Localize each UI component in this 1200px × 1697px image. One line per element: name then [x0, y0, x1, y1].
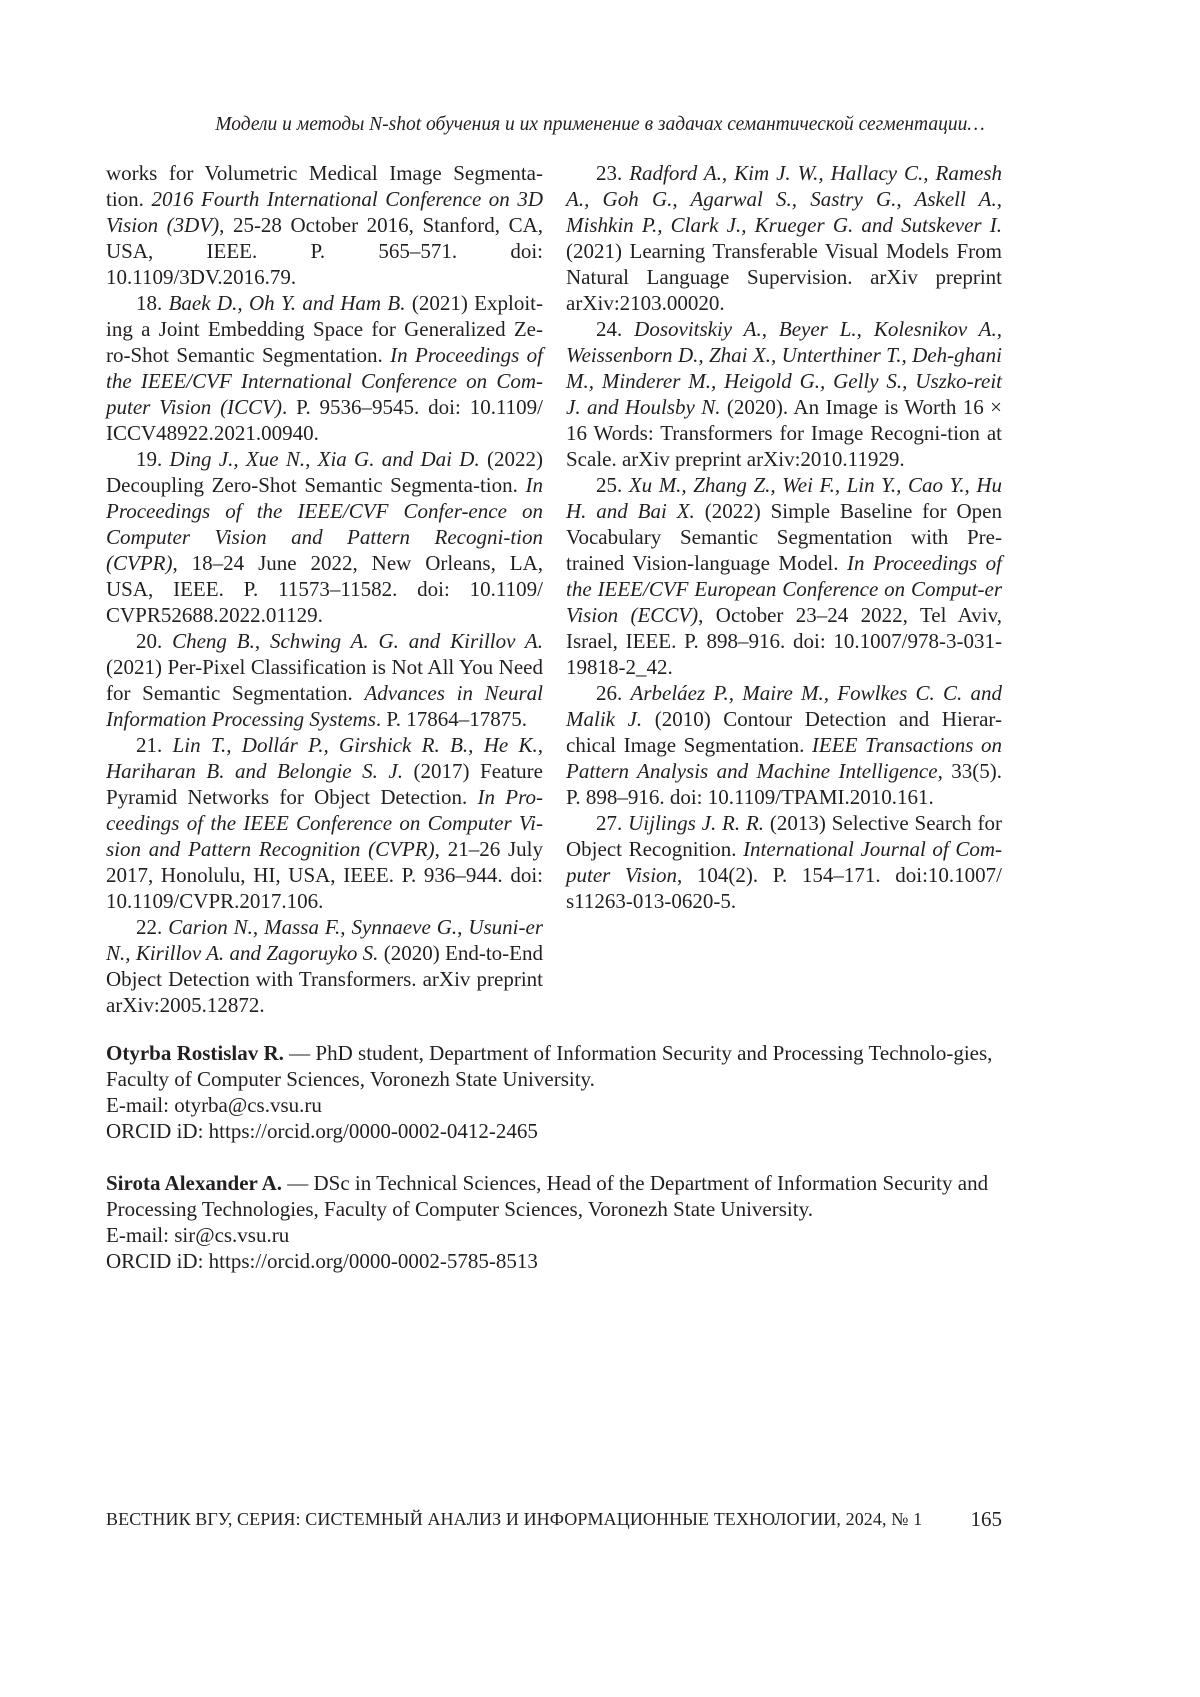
reference-text-run: , October 23–24 2022, Tel Aviv, Israel, IEEE. P. 898–916. doi: 10.1007/978-3-031-19818-2_42.	[566, 603, 1002, 679]
page-footer	[106, 1506, 1002, 1532]
author-email: E-mail: sir@cs.vsu.ru	[106, 1223, 290, 1247]
reference-italic-run: Ding J., Xue N., Xia G. and Dai D.	[169, 447, 480, 471]
author-block	[106, 1040, 1002, 1144]
reference-item	[566, 160, 1002, 316]
reference-text-run: 26.	[596, 681, 631, 705]
reference-italic-run: Advances in Neural Information Processing Systems	[106, 681, 543, 731]
reference-item	[106, 160, 543, 290]
reference-text-run: , 33(5). P. 898–916. doi: 10.1109/TPAMI.2010.161.	[566, 759, 1002, 809]
reference-text-run: (2021) Learning Transferable Visual Models From Natural Language Supervision. arXiv preprint arXiv:2103.00020.	[566, 239, 1002, 315]
reference-text-run: (2010) Contour Detection and Hierar-chical Image Segmentation.	[566, 707, 1002, 757]
reference-italic-run: International Journal of Com-puter Vision	[566, 837, 1002, 887]
reference-text-run: 24.	[596, 317, 635, 341]
reference-text-run: (2022) Simple Baseline for Open Vocabulary Semantic Segmentation with Pre-trained Vision-language Model.	[566, 499, 1002, 575]
running-head: Модели и методы N-shot обучения и их применение в задачах семантической сегментации…	[215, 114, 985, 135]
reference-text-run: (2022) Decoupling Zero-Shot Semantic Segmenta-tion.	[106, 447, 543, 497]
reference-italic-run: In Pro-ceedings of the IEEE Conference on Computer Vi-sion and Pattern Recognition (CVPR)	[106, 785, 543, 861]
reference-text-run: (2020). An Image is Worth 16 × 16 Words: Transformers for Image Recogni-tion at Scale. arXiv preprint arXiv:2010.11929.	[566, 395, 1002, 471]
reference-item	[106, 914, 543, 1018]
reference-italic-run: IEEE Transactions on Pattern Analysis and Machine Intelligence	[566, 733, 1002, 783]
reference-text-run: 27.	[596, 811, 629, 835]
reference-item	[106, 290, 543, 446]
reference-text-run: 21.	[136, 733, 173, 757]
reference-text-run: , 21–26 July 2017, Honolulu, HI, USA, IEEE. P. 936–944. doi: 10.1109/CVPR.2017.106.	[106, 837, 543, 913]
page-number: 165	[970, 1507, 1002, 1531]
reference-text-run: , 18–24 June 2022, New Orleans, LA, USA, IEEE. P. 11573–11582. doi: 10.1109/ CVPR52688.2022.01129.	[106, 551, 543, 627]
author-description: — DSc in Technical Sciences, Head of the Department of Information Security and Processing Technologies, Faculty of Computer Sciences, Voronezh State University.	[106, 1171, 989, 1221]
reference-item	[566, 472, 1002, 680]
author-orcid: ORCID iD: https://orcid.org/0000-0002-0412-2465	[106, 1119, 538, 1143]
reference-text-run: 25.	[596, 473, 629, 497]
reference-item	[106, 628, 543, 732]
author-description: — PhD student, Department of Information Security and Processing Technolo-gies, Faculty of Computer Sciences, Voronezh State University.	[106, 1041, 993, 1091]
author-name: Sirota Alexander A.	[106, 1171, 282, 1195]
reference-italic-run: Cheng B., Schwing A. G. and Kirillov A.	[172, 629, 544, 653]
reference-text-run: , 104(2). P. 154–171. doi:10.1007/ s11263-013-0620-5.	[566, 863, 1002, 913]
reference-italic-run: Uijlings J. R. R.	[628, 811, 765, 835]
reference-italic-run: Xu M., Zhang Z., Wei F., Lin Y., Cao Y., Hu H. and Bai X.	[566, 473, 1003, 523]
reference-item	[106, 732, 543, 914]
reference-text-run: (2020) End-to-End Object Detection with Transformers. arXiv preprint arXiv:2005.12872.	[106, 941, 543, 1017]
reference-italic-run: Dosovitskiy A., Beyer L., Kolesnikov A., Weissenborn D., Zhai X., Unterthiner T., Deh-ghani M., Minderer M., Heigold G., Gelly S., Uszko-reit J. and Houlsby N.	[566, 317, 1002, 419]
reference-item	[106, 446, 543, 628]
reference-italic-run: 2016 Fourth International Conference on 3D Vision (3DV)	[106, 187, 544, 237]
reference-text-run: (2021) Exploit-ing a Joint Embedding Space for Generalized Ze-ro-Shot Semantic Segmentation.	[106, 291, 543, 367]
reference-item	[566, 316, 1002, 472]
reference-item	[566, 680, 1002, 810]
reference-italic-run: Radford A., Kim J. W., Hallacy C., Ramesh A., Goh G., Agarwal S., Sastry G., Askell A., Mishkin P., Clark J., Krueger G. and Sutskever I.	[566, 161, 1002, 237]
reference-text-run: (2013) Selective Search for Object Recognition.	[566, 811, 1003, 861]
reference-text-run: 20.	[136, 629, 173, 653]
reference-italic-run: Baek D., Oh Y. and Ham B.	[168, 291, 406, 315]
author-info-section	[106, 1040, 1002, 1300]
reference-text-run: 22.	[136, 915, 169, 939]
reference-text-run: . P. 17864–17875.	[375, 707, 527, 731]
reference-text-run: , 25-28 October 2016, Stanford, CA, USA, IEEE. P. 565–571. doi: 10.1109/3DV.2016.79.	[106, 213, 543, 289]
reference-italic-run: Arbeláez P., Maire M., Fowlkes C. C. and Malik J.	[566, 681, 1002, 731]
author-email: E-mail: otyrba@cs.vsu.ru	[106, 1093, 322, 1117]
reference-text-run: 19.	[136, 447, 170, 471]
author-description-line	[106, 1040, 1002, 1092]
references-right-column	[566, 160, 1002, 914]
reference-text-run: 23.	[596, 161, 630, 185]
journal-title: ВЕСТНИК ВГУ, СЕРИЯ: СИСТЕМНЫЙ АНАЛИЗ И ИНФОРМАЦИОННЫЕ ТЕХНОЛОГИИ, 2024, № 1	[106, 1509, 923, 1529]
author-name: Otyrba Rostislav R.	[106, 1041, 284, 1065]
references-left-column	[106, 160, 543, 1018]
reference-item	[566, 810, 1002, 914]
reference-text-run: . P. 9536–9545. doi: 10.1109/ ICCV48922.2021.00940.	[106, 395, 543, 445]
reference-text-run: (2021) Per-Pixel Classification is Not All You Need for Semantic Segmentation.	[106, 655, 543, 705]
reference-italic-run: Lin T., Dollár P., Girshick R. B., He K., Hariharan B. and Belongie S. J.	[106, 733, 544, 783]
reference-italic-run: In Proceedings of the IEEE/CVF European Conference on Comput-er Vision (ECCV)	[566, 551, 1002, 627]
reference-text-run: works for Volumetric Medical Image Segmenta-tion.	[106, 161, 543, 211]
reference-text-run: (2017) Feature Pyramid Networks for Object Detection.	[106, 759, 543, 809]
author-orcid: ORCID iD: https://orcid.org/0000-0002-5785-8513	[106, 1249, 538, 1273]
author-block	[106, 1170, 1002, 1274]
reference-italic-run: Carion N., Massa F., Synnaeve G., Usuni-er N., Kirillov A. and Zagoruyko S.	[106, 915, 543, 965]
reference-italic-run: In Proceedings of the IEEE/CVF International Conference on Com-puter Vision (ICCV)	[106, 343, 543, 419]
reference-text-run: 18.	[136, 291, 169, 315]
author-description-line	[106, 1170, 1002, 1222]
reference-italic-run: In Proceedings of the IEEE/CVF Confer-ence on Computer Vision and Pattern Recogni-tion (CVPR)	[106, 473, 543, 575]
